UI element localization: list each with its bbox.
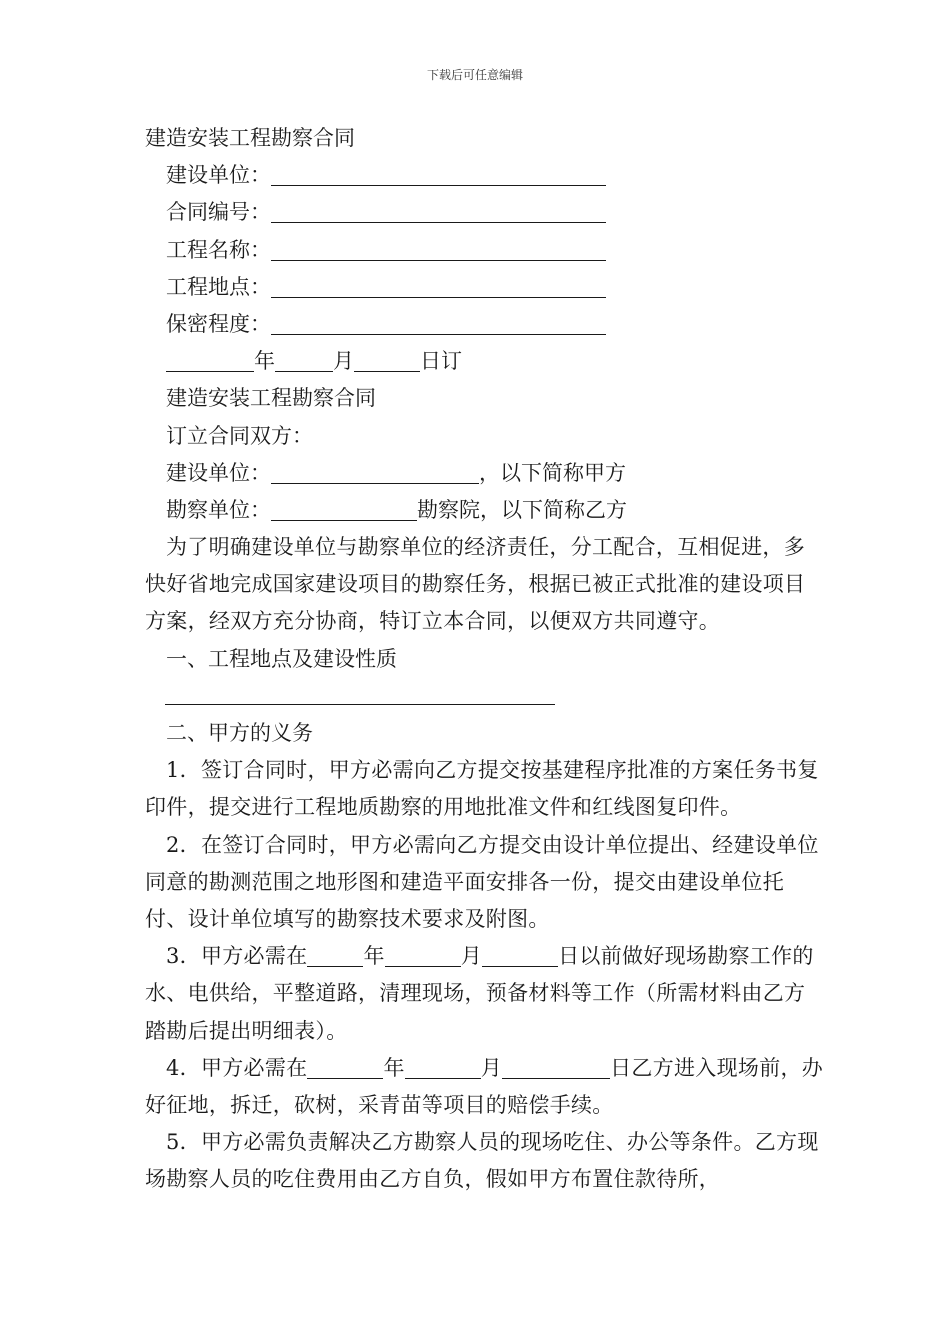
field-label: 工程名称： bbox=[166, 237, 271, 262]
field-project-name bbox=[145, 232, 825, 269]
blank-underline bbox=[166, 345, 254, 372]
item-text: 3．甲方必需在 bbox=[166, 944, 308, 969]
item-text: 年 bbox=[363, 944, 385, 969]
section-2-heading: 二、甲方的义务 bbox=[166, 721, 313, 746]
field-label: 建设单位： bbox=[166, 460, 271, 485]
blank-underline bbox=[165, 678, 555, 705]
date-year-label: 年 bbox=[254, 349, 275, 374]
blank-underline bbox=[271, 457, 479, 484]
parties-heading: 订立合同双方： bbox=[166, 423, 313, 448]
field-confidentiality bbox=[145, 306, 825, 343]
item-text: 4．甲方必需在 bbox=[166, 1055, 308, 1080]
blank-underline bbox=[502, 1052, 610, 1079]
item-text: 月 bbox=[460, 944, 483, 969]
blank-underline bbox=[271, 196, 606, 223]
blank-underline bbox=[385, 940, 461, 967]
date-month-label: 月 bbox=[333, 349, 354, 374]
item-text: 年 bbox=[383, 1055, 405, 1080]
blank-underline bbox=[271, 234, 606, 261]
section-1-blank bbox=[145, 678, 825, 715]
blank-underline bbox=[275, 345, 333, 372]
item-text: 日以前做好现场勘察工作的水、电供给，平整道路，清理现场，预备材料等工作（所需材料由乙方踏勘后提出明细表）。 bbox=[145, 944, 814, 1043]
field-label: 工程地点： bbox=[166, 274, 271, 299]
party-b-line bbox=[145, 492, 825, 529]
blank-underline bbox=[271, 159, 606, 186]
field-label: 合同编号： bbox=[166, 200, 271, 225]
blank-underline bbox=[271, 494, 417, 521]
field-contract-number bbox=[145, 194, 825, 231]
field-label: 保密程度： bbox=[166, 311, 271, 336]
field-project-location bbox=[145, 269, 825, 306]
field-construction-unit bbox=[145, 157, 825, 194]
contract-document bbox=[145, 120, 825, 1199]
field-label: 建设单位： bbox=[166, 163, 271, 188]
preamble-paragraph: 为了明确建设单位与勘察单位的经济责任，分工配合，互相促进，多快好省地完成国家建设项目的勘察任务，根据已被正式批准的建设项目方案，经双方充分协商，特订立本合同，以便双方共同遵守。 bbox=[145, 535, 806, 634]
obligation-item-1: 1．签订合同时，甲方必需向乙方提交按基建程序批准的方案任务书复印件，提交进行工程地质勘察的用地批准文件和红线图复印件。 bbox=[145, 758, 819, 820]
blank-underline bbox=[482, 940, 558, 967]
item-text: 日乙方进入现场前，办好征地，拆迁，砍树，采青苗等项目的赔偿手续。 bbox=[145, 1055, 824, 1118]
blank-underline bbox=[307, 1052, 383, 1079]
blank-underline bbox=[271, 271, 606, 298]
party-b-suffix: 勘察院，以下简称乙方 bbox=[417, 497, 627, 522]
field-label: 勘察单位： bbox=[166, 497, 271, 522]
obligation-item-5: 5．甲方必需负责解决乙方勘察人员的现场吃住、办公等条件。乙方现场勘察人员的吃住费用由乙方自负，假如甲方布置住款待所， bbox=[145, 1130, 819, 1192]
party-a-suffix: ，以下简称甲方 bbox=[479, 460, 626, 485]
page-header-note: 下载后可任意编辑 bbox=[426, 68, 523, 82]
blank-underline bbox=[354, 345, 420, 372]
document-title: 建造安装工程勘察合同 bbox=[145, 126, 355, 150]
party-a-line bbox=[145, 455, 825, 492]
obligation-item-4 bbox=[145, 1050, 825, 1124]
subtitle: 建造安装工程勘察合同 bbox=[166, 386, 376, 411]
obligation-item-3 bbox=[145, 938, 825, 1050]
obligation-item-2: 2．在签订合同时，甲方必需向乙方提交由设计单位提出、经建设单位同意的勘测范围之地形图和建造平面安排各一份，提交由建设单位托付、设计单位填写的勘察技术要求及附图。 bbox=[145, 832, 819, 932]
section-1-heading: 一、工程地点及建设性质 bbox=[166, 646, 397, 671]
date-line bbox=[145, 343, 825, 380]
blank-underline bbox=[405, 1052, 481, 1079]
item-text: 月 bbox=[480, 1055, 503, 1080]
blank-underline bbox=[307, 940, 363, 967]
date-day-label: 日订 bbox=[420, 349, 462, 374]
blank-underline bbox=[271, 308, 606, 335]
